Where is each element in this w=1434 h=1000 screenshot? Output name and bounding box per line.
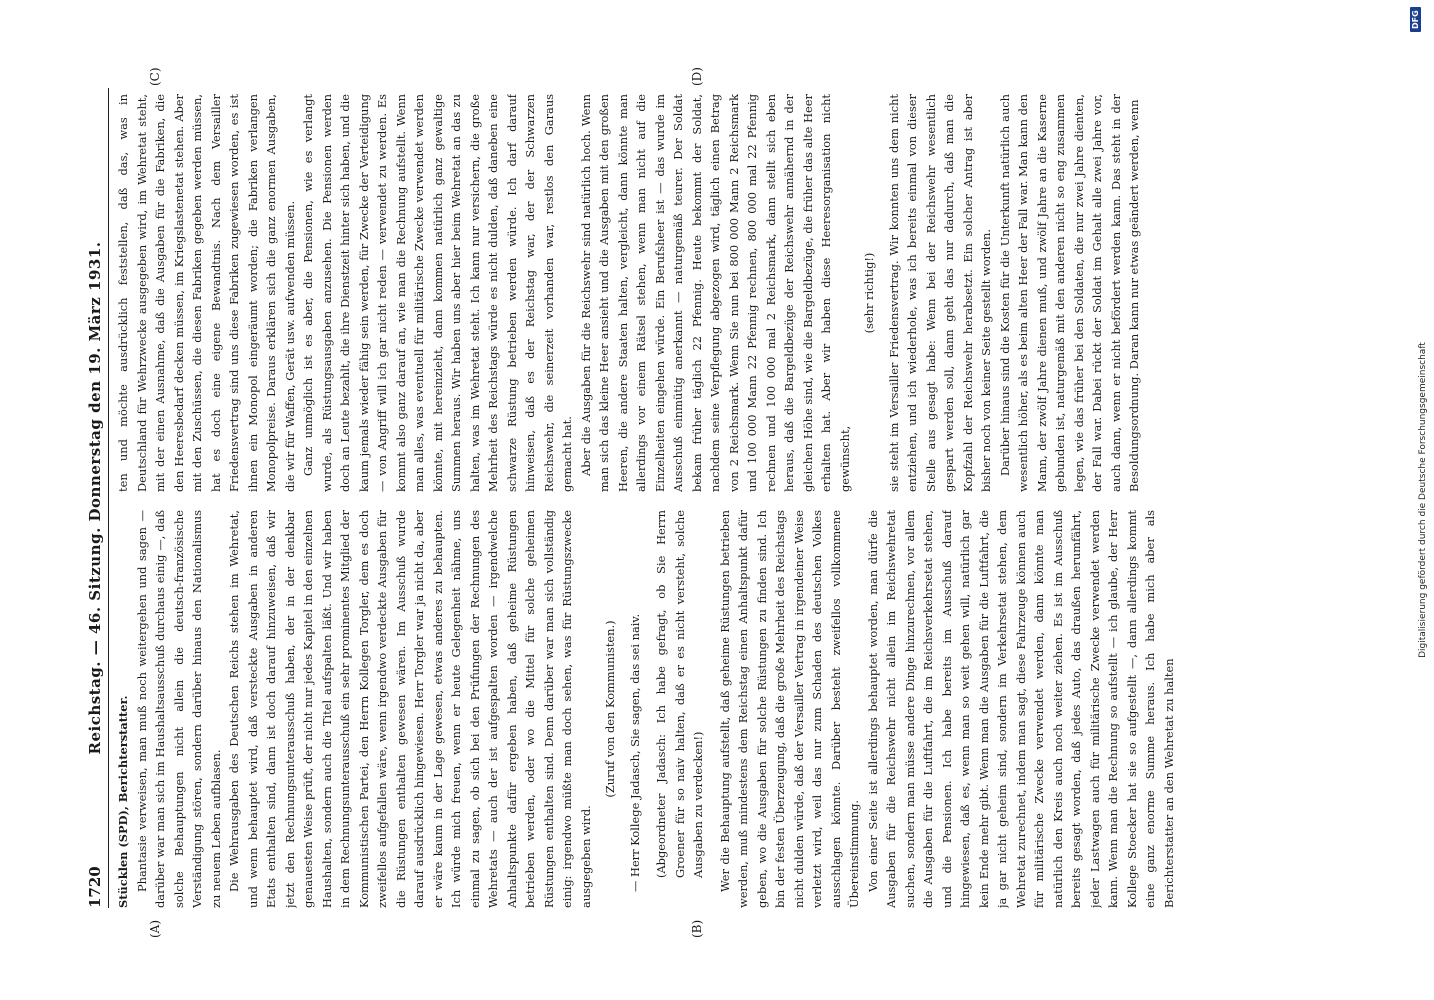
speaker-line: Stücklen (SPD), Berichterstatter. xyxy=(116,695,130,908)
paragraph: Von einer Seite ist allerdings behauptet worden, man dürfe die Ausgaben für die Reichswehr nicht allein im Reichswehretat suchen, sondern man müsse andere Dinge hinzurechnen, vor allem die Ausgaben für die Luftfahrt, die im Reichsverkehrsetat stehen, und die Pensionen. Ich habe bereits im Ausschuß darauf hingewiesen, daß es, wenn man so weit gehen will, natürlich gar kein Ende mehr gibt. Wenn man die Ausgaben für die Luftfahrt, die ja gar nicht geheim sind, sondern im Verkehrsetat stehen, dem Wehretat zurechnet, indem man sagt, diese Fahrzeuge können auch für militärische Zwecke verwendet werden, dann könnte man natürlich den Kreis auch noch weiter ziehen. Es ist im Ausschuß bereits gesagt worden, daß jedes Auto, das draußen herumfährt, jeder Lastwagen auch für militärische Zwecke verwendet werden kann. Wenn man die Rechnung so aufstellt — ich glaube, der Herr Kollege Stoecker hat sie so aufgestellt —, dann allerdings kommt eine ganz enorme Summe heraus. Ich habe mich aber als Berichterstatter an den Wehretat zu halten xyxy=(865,510,1176,908)
margin-mark-d: (D) xyxy=(690,67,704,86)
digitization-note: Digitalisierung gefördert durch die Deutsche Forschungsgemeinschaft xyxy=(1418,342,1428,658)
interjection: (sehr richtig!) xyxy=(862,252,876,334)
margin-mark-a: (A) xyxy=(148,919,162,938)
page-header xyxy=(82,88,109,908)
paragraph: sie steht im Versailler Friedensvertrag. Wir konnten uns dem nicht entziehen, und ich wiederhole, was ich bereits einmal von dieser Stelle aus gesagt habe: Wenn bei der Reichswehr wesentlich gespart werden soll, dann geht das nur dadurch, daß man die Kopfzahl der Reichswehr herabsetzt. Ein solcher Antrag ist aber bisher noch von keiner Seite gestellt worden. xyxy=(886,94,993,492)
left-column xyxy=(114,510,1314,908)
margin-mark-c: (C) xyxy=(148,67,162,86)
margin-mark-b: (B) xyxy=(690,919,704,938)
paragraph: Darüber hinaus sind die Kosten für die Unterkunft natürlich auch wesentlich höher, als es beim alten Heer der Fall war. Man kann den Mann, der zwölf Jahre dienen muß, und zwölf Jahre an die Kaserne gebunden ist, naturgemäß mit den anderen nicht so eng zusammen legen, wie das früher bei den Soldaten, die nur zwei Jahre dienten, der Fall war. Dabei rückt der Soldat im Gehalt alle zwei Jahre vor, auch dann, wenn er nicht befördert werden kann. Das steht in der Besoldungsordnung. Daran kann nur etwas geändert werden, wenn xyxy=(997,94,1141,492)
interjection: (Zuruf von den Kommunisten.) xyxy=(603,620,617,798)
paragraph: Phantasie verweisen, man muß noch weitergehen und sagen — darüber war man sich im Haushaltsausschuß durchaus einig —, daß solche Behauptungen nicht allein die deutsch-französische Verständigung stören, sondern darüber hinaus den Nationalismus zu neuem Leben aufblasen. xyxy=(134,510,223,908)
paragraph: Ganz unmöglich ist es aber, die Pensionen, wie es verlangt wurde, als Rüstungsausgaben anzusehen. Die Pensionen werden doch an Leute bezahlt, die ihre Dienstzeit hinter sich haben, und die kaum jemals wieder fähig sein werden, für Zwecke der Verteidigung — von Angriff will ich gar nicht reden — verwendet zu werden. Es kommt also ganz darauf an, wie man die Rechnung aufstellt. Wenn man alles, was eventuell für militärische Zwecke verwendet werden könnte, mit hereinzieht, dann kommen natürlich ganz gewaltige Summen heraus. Wir haben uns aber hier beim Wehretat an das zu halten, was im Wehretat steht. Ich kann nur versichern, die große Mehrheit des Reichstags würde es nicht dulden, daß daneben eine schwarze Rüstung betrieben werden würde. Ich darf darauf hinweisen, daß es der Reichstag war, der der Schwarzen Reichswehr, die seinerzeit vorhanden war, restlos den Garaus gemacht hat. xyxy=(301,94,574,492)
interjection: (Abgeordneter Jadasch: Ich habe gefragt, ob Sie Herrn Groener für so naiv halten, daß er es nicht versteht, solche Ausgaben zu verdecken!) xyxy=(654,510,705,878)
page-title: Reichstag. — 46. Sitzung. Donnerstag den 19. März 1931. xyxy=(86,241,104,755)
right-column xyxy=(114,94,1314,492)
paragraph: Die Wehrausgaben des Deutschen Reichs stehen im Wehretat, und wenn behauptet wird, daß versteckte Ausgaben in anderen Etats enthalten sind, dann ist doch darauf hinzuweisen, daß wir jetzt den Rechnungsunterausschuß haben, der in der denkbar genauesten Weise prüft, der nicht nur jedes Kapitel in den einzelnen Haushalten, sondern auch die Titel aufspalten läßt. Und wir haben in dem Rechnungsunterausschuß ein sehr prominentes Mitglied der Kommunistischen Partei, den Herrn Kollegen Torgler, dem es doch zweifellos aufgefallen wäre, wenn irgendwo verdeckte Ausgaben für die Rüstungen enthalten gewesen wären. Im Ausschuß wurde darauf ausdrücklich hingewiesen. Herr Torgler war ja nicht da, aber er wäre kaum in der Lage gewesen, etwas anderes zu behaupten. Ich würde mich freuen, wenn er heute Gelegenheit nähme, uns einmal zu sagen, ob sich bei den Prüfungen der Rechnungen des Wehretats — auch der ist aufgespalten worden — irgendwelche Anhaltspunkte dafür ergeben haben, daß geheime Rüstungen betrieben werden, oder wo die Mittel für solche geheimen Rüstungen enthalten sind. Denn darüber war man sich vollständig einig: irgendwo müßte man doch sehen, was für Rüstungszwecke ausgegeben wird. xyxy=(227,510,593,908)
paragraph: — Herr Kollege Jadasch, Sie sagen, das sei naiv. xyxy=(627,613,642,892)
paragraph: Wer die Behauptung aufstellt, daß geheime Rüstungen betrieben werden, muß mindestens dem Reichstag einen Anhaltspunkt dafür geben, wo die Ausgaben für solche Rüstungen zu finden sind. Ich bin der festen Überzeugung, daß die große Mehrheit des Reichstags nicht dulden würde, daß der Versailler Vertrag in irgendeiner Weise verletzt wird, weil das nur zum Schaden des deutschen Volkes ausschlagen könnte. Darüber besteht zweifellos vollkommene Übereinstimmung. xyxy=(717,510,861,908)
paragraph: ten und möchte ausdrücklich feststellen, daß das, was in Deutschland für Wehrzwecke ausgegeben wird, im Wehretat steht, mit der einen Ausnahme, daß die Ausgaben für die Fabriken, die den Heeresbedarf decken müssen, im Kriegslastenetat stehen. Aber mit den Zuschüssen, die diesen Fabriken gegeben werden müssen, hat es doch eine eigene Bewandtnis. Nach dem Versailler Friedensvertrag sind uns diese Fabriken zugewiesen worden, es ist ihnen ein Monopol eingeräumt worden; die Fabriken verlangen Monopolpreise. Daraus erklären sich die ganz enormen Ausgaben, die wir für Waffen, Gerät usw. aufwenden müssen. xyxy=(116,94,297,492)
dfg-logo: DFG xyxy=(1410,7,1421,32)
page-number: 1720 xyxy=(86,866,104,908)
paragraph: Aber die Ausgaben für die Reichswehr sind natürlich hoch. Wenn man sich das kleine Heer ansieht und die Ausgaben mit den großen Heeren, die andere Staaten halten, vergleicht, dann könnte man allerdings vor einem Rätsel stehen, wenn man nicht auf die Einzelheiten eingehen würde. Ein Berufsheer ist — das wurde im Ausschuß einmütig anerkannt — naturgemäß teurer. Der Soldat bekam früher täglich 22 Pfennig. Heute bekommt der Soldat, nachdem seine Verpflegung abgezogen wird, täglich einen Betrag von 2 Reichsmark. Wenn Sie nun bei 800 000 Mann 2 Reichsmark und 100 000 Mann 22 Pfennig rechnen, 800 000 mal 22 Pfennig rechnen und 100 000 mal 2 Reichsmark, dann stellt sich eben heraus, daß die Bargeldbezüge der Reichswehr annähernd in der gleichen Höhe sind, wie die Bargeldbezüge, die früher das alte Heer erhalten hat. Aber wir haben diese Heeresorganisation nicht gewünscht, xyxy=(578,94,852,492)
